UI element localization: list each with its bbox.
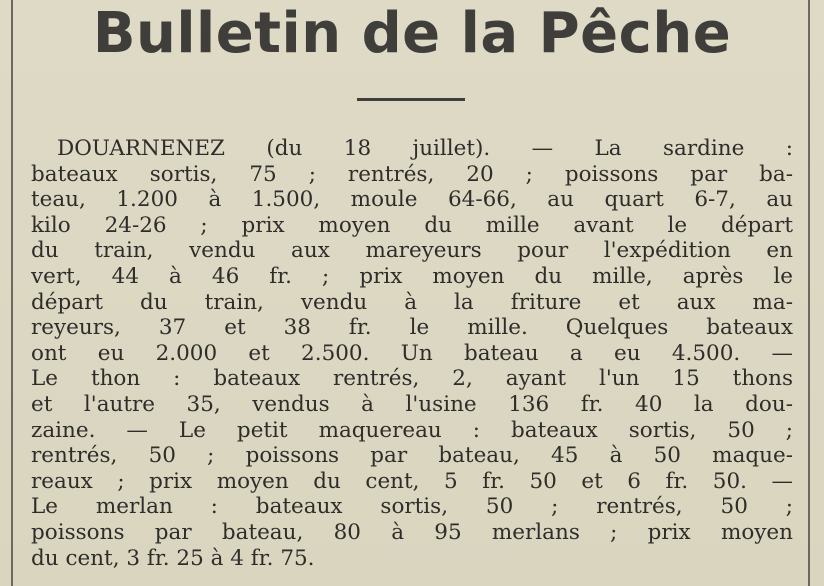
article-line: bateaux sortis, 75 ; rentrés, 20 ; poissons par ba- bbox=[31, 161, 793, 187]
article-line: zaine. — Le petit maquereau : bateaux sortis, 50 ; bbox=[31, 417, 793, 443]
article-line: kilo 24-26 ; prix moyen du mille avant le départ bbox=[31, 212, 793, 238]
article-line: DOUARNENEZ (du 18 juillet). — La sardine : bbox=[57, 136, 793, 161]
article-line: et l'autre 35, vendus à l'usine 136 fr. 40 la dou- bbox=[31, 391, 793, 417]
article-line: Le thon : bateaux rentrés, 2, ayant l'un 15 thons bbox=[31, 366, 793, 392]
article-line: poissons par bateau, 80 à 95 merlans ; prix moyen bbox=[31, 519, 793, 545]
headline: Bulletin de la Pêche bbox=[92, 1, 732, 66]
article-body bbox=[31, 136, 793, 571]
article-line: reaux ; prix moyen du cent, 5 fr. 50 et 6 fr. 50. — bbox=[31, 468, 793, 494]
article-line: Le merlan : bateaux sortis, 50 ; rentrés, 50 ; bbox=[31, 494, 793, 520]
right-column-rule bbox=[808, 0, 810, 586]
headline-separator bbox=[357, 98, 465, 101]
article-line: rentrés, 50 ; poissons par bateau, 45 à 50 maque- bbox=[31, 443, 793, 469]
article-line: du train, vendu aux mareyeurs pour l'expédition en bbox=[31, 238, 793, 264]
article-line: départ du train, vendu à la friture et aux ma- bbox=[31, 289, 793, 315]
article-line: teau, 1.200 à 1.500, moule 64-66, au quart 6-7, au bbox=[31, 187, 793, 213]
article-line: ont eu 2.000 et 2.500. Un bateau a eu 4.500. — bbox=[31, 340, 793, 366]
article-line: du cent, 3 fr. 25 à 4 fr. 75. bbox=[31, 545, 315, 571]
article-line: reyeurs, 37 et 38 fr. le mille. Quelques bateaux bbox=[31, 315, 793, 341]
left-column-rule bbox=[11, 0, 13, 586]
article-line: vert, 44 à 46 fr. ; prix moyen du mille, après le bbox=[31, 263, 793, 289]
